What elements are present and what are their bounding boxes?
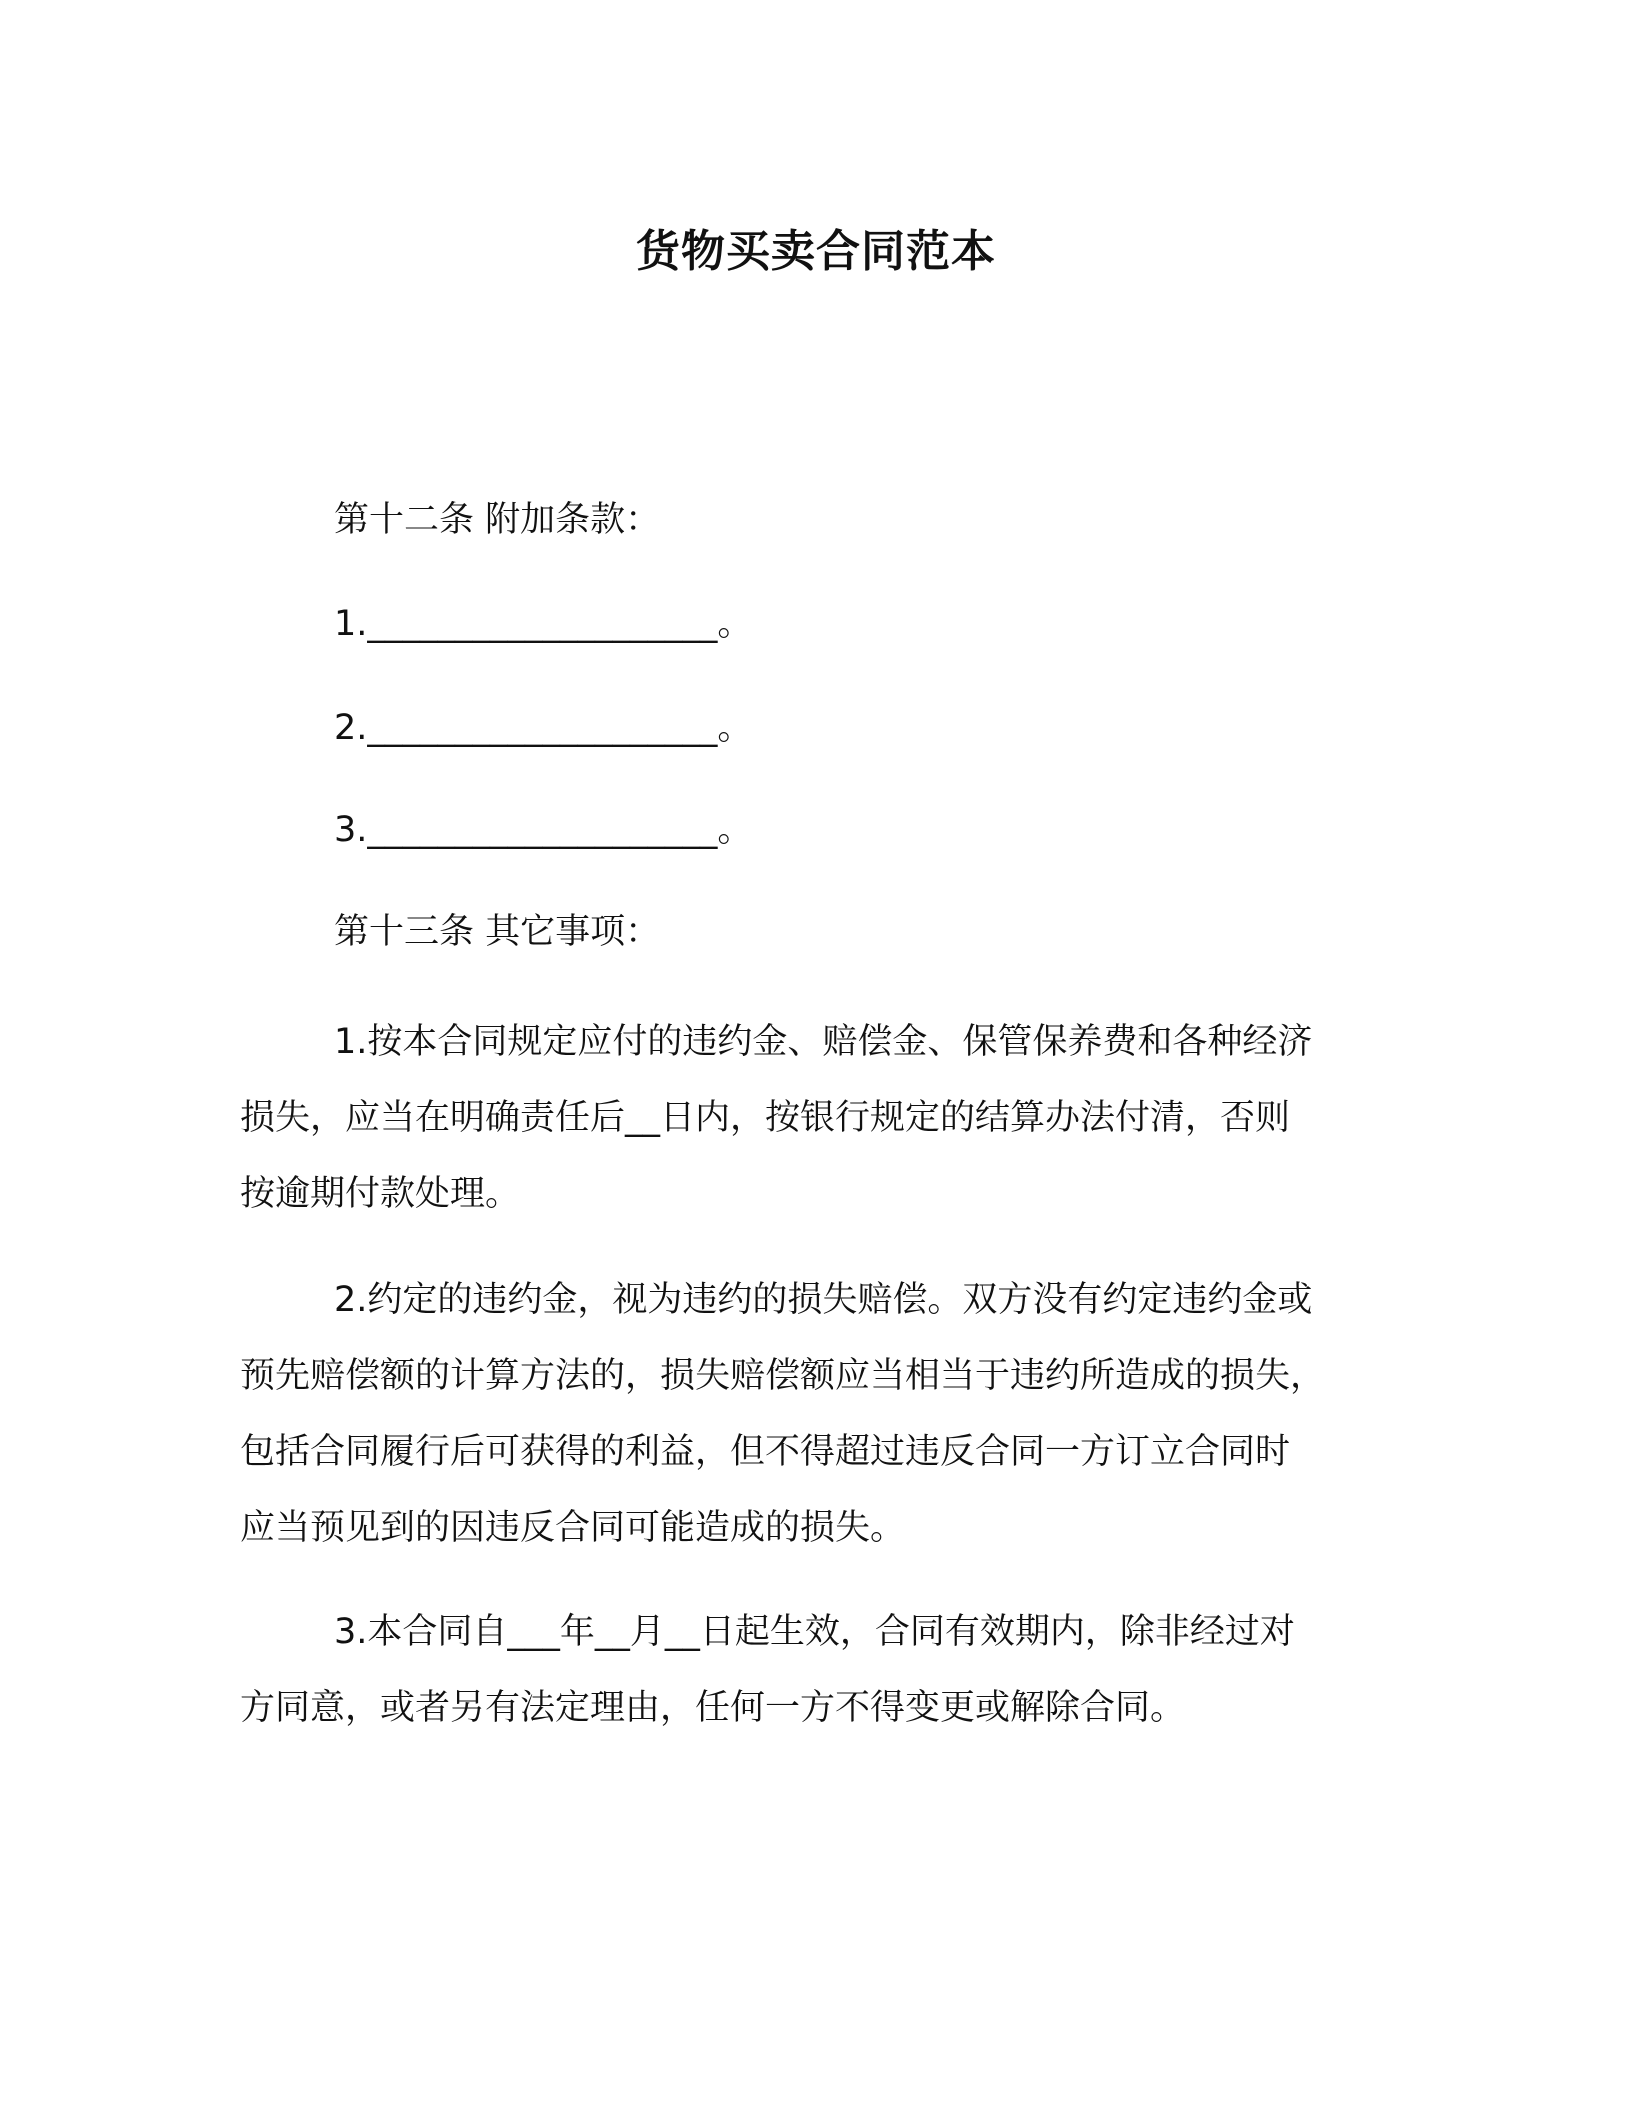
- paragraph-line: 应当预见到的因违反合同可能造成的损失。: [240, 1508, 906, 1548]
- article-13-paragraph-1: [240, 1004, 1390, 1232]
- article-12-heading: 第十二条 附加条款：: [334, 500, 661, 540]
- paragraph-line: 3.本合同自___年__月__日起生效，合同有效期内，除非经过对: [334, 1612, 1295, 1652]
- paragraph-line: 包括合同履行后可获得的利益，但不得超过违反合同一方订立合同时: [240, 1432, 1291, 1472]
- document-title: 货物买卖合同范本: [636, 226, 996, 277]
- paragraph-line: 按逾期付款处理。: [240, 1174, 521, 1214]
- paragraph-line: 方同意，或者另有法定理由，任何一方不得变更或解除合同。: [240, 1688, 1186, 1728]
- article-13-paragraph-2: [240, 1262, 1390, 1566]
- article-13-heading: 第十三条 其它事项：: [334, 912, 661, 952]
- article-12-item-3: 3.____________________。: [334, 810, 753, 850]
- paragraph-line: 2.约定的违约金，视为违约的损失赔偿。双方没有约定违约金或: [334, 1280, 1313, 1320]
- paragraph-line: 1.按本合同规定应付的违约金、赔偿金、保管保养费和各种经济: [334, 1022, 1313, 1062]
- paragraph-line: 预先赔偿额的计算方法的，损失赔偿额应当相当于违约所造成的损失，: [240, 1356, 1326, 1396]
- article-12-item-1: 1.____________________。: [334, 604, 753, 644]
- article-12-item-2: 2.____________________。: [334, 708, 753, 748]
- paragraph-line: 损失，应当在明确责任后__日内，按银行规定的结算办法付清，否则: [240, 1098, 1291, 1138]
- article-13-paragraph-3: [240, 1594, 1390, 1746]
